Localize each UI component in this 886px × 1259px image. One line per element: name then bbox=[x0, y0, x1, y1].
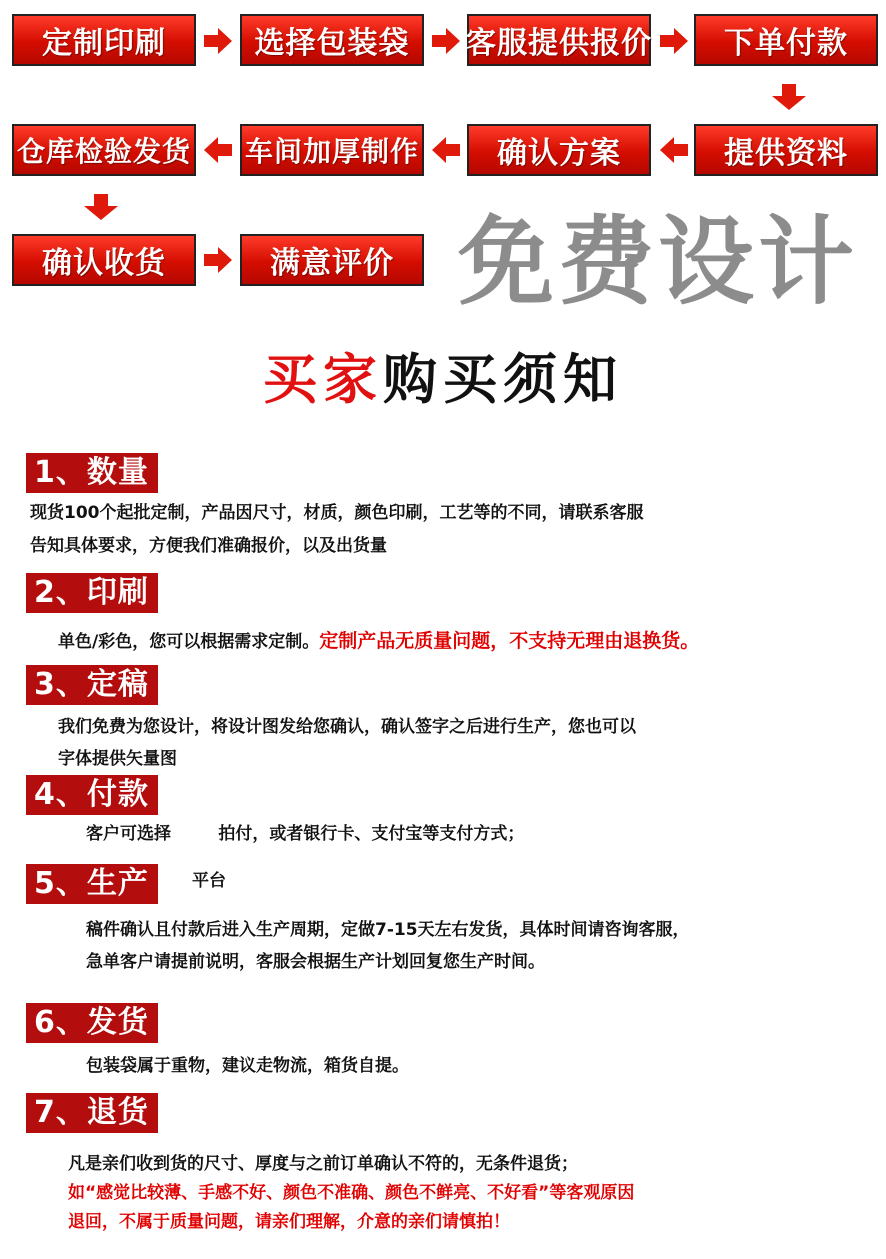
section-returns-line: 凡是亲们收到货的尺寸、厚度与之前订单确认不符的，无条件退货； bbox=[68, 1154, 578, 1174]
flow-step-custom-print: 定制印刷 bbox=[12, 14, 196, 66]
section-quantity-line: 告知具体要求，方便我们准确报价，以及出货量 bbox=[30, 536, 387, 556]
printing-warning-text: 定制产品无质量问题，不支持无理由退换货。 bbox=[319, 630, 700, 652]
section-returns-warning: 退回，不属于质量问题，请亲们理解，介意的亲们请慎拍！ bbox=[68, 1212, 510, 1232]
flow-step-confirm-receipt: 确认收货 bbox=[12, 234, 196, 286]
notice-title bbox=[0, 348, 886, 412]
left-arrow-icon bbox=[204, 137, 232, 163]
section-heading-returns: 7、退货 bbox=[26, 1093, 158, 1133]
section-shipping-line: 包装袋属于重物，建议走物流，箱货自提。 bbox=[86, 1056, 409, 1076]
section-quantity-line: 现货100个起批定制，产品因尺寸，材质，颜色印刷，工艺等的不同，请联系客服 bbox=[30, 503, 644, 523]
section-design-line: 我们免费为您设计，将设计图发给您确认，确认签字之后进行生产，您也可以 bbox=[58, 717, 636, 737]
section-heading-payment: 4、付款 bbox=[26, 775, 158, 815]
flow-step-choose-bag: 选择包装袋 bbox=[240, 14, 424, 66]
left-arrow-icon bbox=[432, 137, 460, 163]
section-heading-design: 3、定稿 bbox=[26, 665, 158, 705]
section-production-line: 稿件确认且付款后进入生产周期，定做7-15天左右发货，具体时间请咨询客服， bbox=[86, 920, 690, 940]
flow-step-review: 满意评价 bbox=[240, 234, 424, 286]
section-heading-production: 5、生产 bbox=[26, 864, 158, 904]
flow-step-warehouse-ship: 仓库检验发货 bbox=[12, 124, 196, 176]
free-design-banner: 免费设计 bbox=[458, 206, 858, 318]
down-arrow-icon bbox=[772, 84, 806, 110]
section-production-aside: 平台 bbox=[192, 871, 226, 891]
notice-title-red: 买家 bbox=[263, 348, 383, 411]
flow-step-confirm-plan: 确认方案 bbox=[467, 124, 651, 176]
section-heading-shipping: 6、发货 bbox=[26, 1003, 158, 1043]
flow-step-provide-materials: 提供资料 bbox=[694, 124, 878, 176]
right-arrow-icon bbox=[432, 28, 460, 54]
section-payment-line: 客户可选择 拍付，或者银行卡、支付宝等支付方式； bbox=[86, 824, 525, 844]
section-design-line: 字体提供矢量图 bbox=[58, 749, 177, 769]
flow-step-workshop: 车间加厚制作 bbox=[240, 124, 424, 176]
down-arrow-icon bbox=[84, 194, 118, 220]
right-arrow-icon bbox=[204, 247, 232, 273]
flow-step-order-pay: 下单付款 bbox=[694, 14, 878, 66]
printing-options-text: 单色/彩色，您可以根据需求定制。 bbox=[58, 632, 320, 652]
section-returns-warning: 如“感觉比较薄、手感不好、颜色不准确、颜色不鲜亮、不好看”等客观原因 bbox=[68, 1183, 635, 1203]
section-printing-line bbox=[58, 630, 699, 653]
flow-step-quote: 客服提供报价 bbox=[467, 14, 651, 66]
right-arrow-icon bbox=[660, 28, 688, 54]
section-production-line: 急单客户请提前说明，客服会根据生产计划回复您生产时间。 bbox=[86, 952, 545, 972]
section-heading-printing: 2、印刷 bbox=[26, 573, 158, 613]
notice-title-black: 购买须知 bbox=[383, 348, 623, 411]
left-arrow-icon bbox=[660, 137, 688, 163]
section-heading-quantity: 1、数量 bbox=[26, 453, 158, 493]
right-arrow-icon bbox=[204, 28, 232, 54]
